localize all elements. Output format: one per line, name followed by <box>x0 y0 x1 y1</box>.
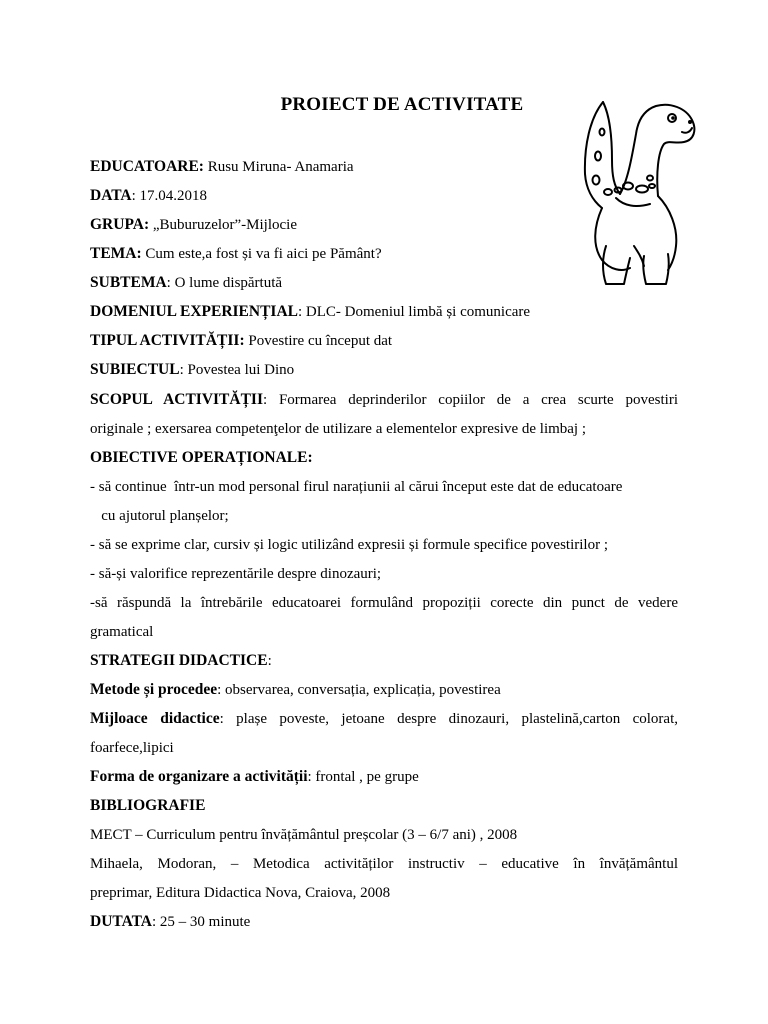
scopul-value: : Formarea deprinderilor copiilor de a crea scurte povestiri <box>263 392 678 408</box>
metode-value: : observarea, conversația, explicația, povestirea <box>217 682 501 698</box>
subiectul-value: : Povestea lui Dino <box>179 362 295 378</box>
educatoare-label: EDUCATOARE: <box>90 158 204 175</box>
tipul-line <box>90 331 678 351</box>
obiectiv-item: gramatical <box>90 624 154 640</box>
obiectiv-item: - să-și valorifice reprezentările despre dinozauri; <box>90 566 382 582</box>
bibliografie-item: MECT – Curriculum pentru învățământul preșcolar (3 – 6/7 ani) , 2008 <box>90 827 518 843</box>
educatoare-value: Rusu Miruna- Anamaria <box>203 159 354 175</box>
strategii-heading <box>90 651 678 671</box>
forma-label: Forma de organizare a activității <box>90 768 308 785</box>
scopul-line <box>90 390 678 410</box>
bibliografie-heading <box>90 796 678 816</box>
mijloace-value: : plașe poveste, jetoane despre dinozauri, plastelină,carton colorat, <box>219 711 678 727</box>
obiective-heading <box>90 448 678 468</box>
mijloace-line <box>90 709 678 729</box>
strategii-heading-text: STRATEGII DIDACTICE <box>90 652 268 669</box>
data-label: DATA <box>90 187 132 204</box>
forma-line <box>90 767 678 787</box>
mijloace-continuation: foarfece,lipici <box>90 740 174 756</box>
bibliografie-item: Mihaela, Modoran, – Metodica activităților instructiv – educative în învățământul <box>90 856 678 872</box>
bibliografie-item: preprimar, Editura Didactica Nova, Craiova, 2008 <box>90 885 391 901</box>
grupa-label: GRUPA: <box>90 216 150 233</box>
subiectul-label: SUBIECTUL <box>90 361 180 378</box>
tipul-value: Povestire cu început dat <box>244 333 393 349</box>
bibliografie-heading-text: BIBLIOGRAFIE <box>90 797 206 814</box>
data-line <box>90 186 678 206</box>
scopul-label: SCOPUL ACTIVITĂȚII <box>90 391 263 408</box>
mijloace-label: Mijloace didactice <box>90 710 220 727</box>
forma-value: : frontal , pe grupe <box>307 769 419 785</box>
subtema-value: : O lume dispărtută <box>166 275 283 291</box>
tema-label: TEMA: <box>90 245 142 262</box>
educatoare-line <box>90 157 678 177</box>
subiectul-line <box>90 360 678 380</box>
grupa-line <box>90 215 678 235</box>
subtema-label: SUBTEMA <box>90 274 167 291</box>
domeniul-line <box>90 302 678 322</box>
tema-line <box>90 244 678 264</box>
durata-line <box>90 912 678 932</box>
durata-value: : 25 – 30 minute <box>152 914 251 930</box>
obiectiv-item: -să răspundă la întrebările educatoarei formulând propoziții corecte din punct de vedere <box>90 595 678 611</box>
scopul-continuation: originale ; exersarea competenţelor de utilizare a elementelor expresive de limbaj ; <box>90 421 587 437</box>
tipul-label: TIPUL ACTIVITĂȚII: <box>90 332 245 349</box>
tema-value: Cum este,a fost și va fi aici pe Pământ? <box>141 246 382 262</box>
strategii-heading-suffix: : <box>267 653 272 669</box>
page-title: PROIECT DE ACTIVITATE <box>280 94 524 115</box>
domeniul-label: DOMENIUL EXPERIENȚIAL <box>90 303 298 320</box>
obiectiv-item: - să continue într-un mod personal firul narațiunii al cărui început este dat de educatoare <box>90 479 623 495</box>
metode-line <box>90 680 678 700</box>
obiective-heading-text: OBIECTIVE OPERAȚIONALE: <box>90 449 313 466</box>
obiectiv-item: - să se exprime clar, cursiv și logic utilizând expresii și formule specifice povestirilor ; <box>90 537 608 553</box>
domeniul-value: : DLC- Domeniul limbă și comunicare <box>298 304 531 320</box>
data-value: : 17.04.2018 <box>131 188 208 204</box>
obiectiv-item: cu ajutorul planșelor; <box>90 508 229 524</box>
subtema-line <box>90 273 678 293</box>
metode-label: Metode și procedee <box>90 681 218 698</box>
grupa-value: „Buburuzelor”-Mijlocie <box>149 217 297 233</box>
durata-label: DUTATA <box>90 913 152 930</box>
